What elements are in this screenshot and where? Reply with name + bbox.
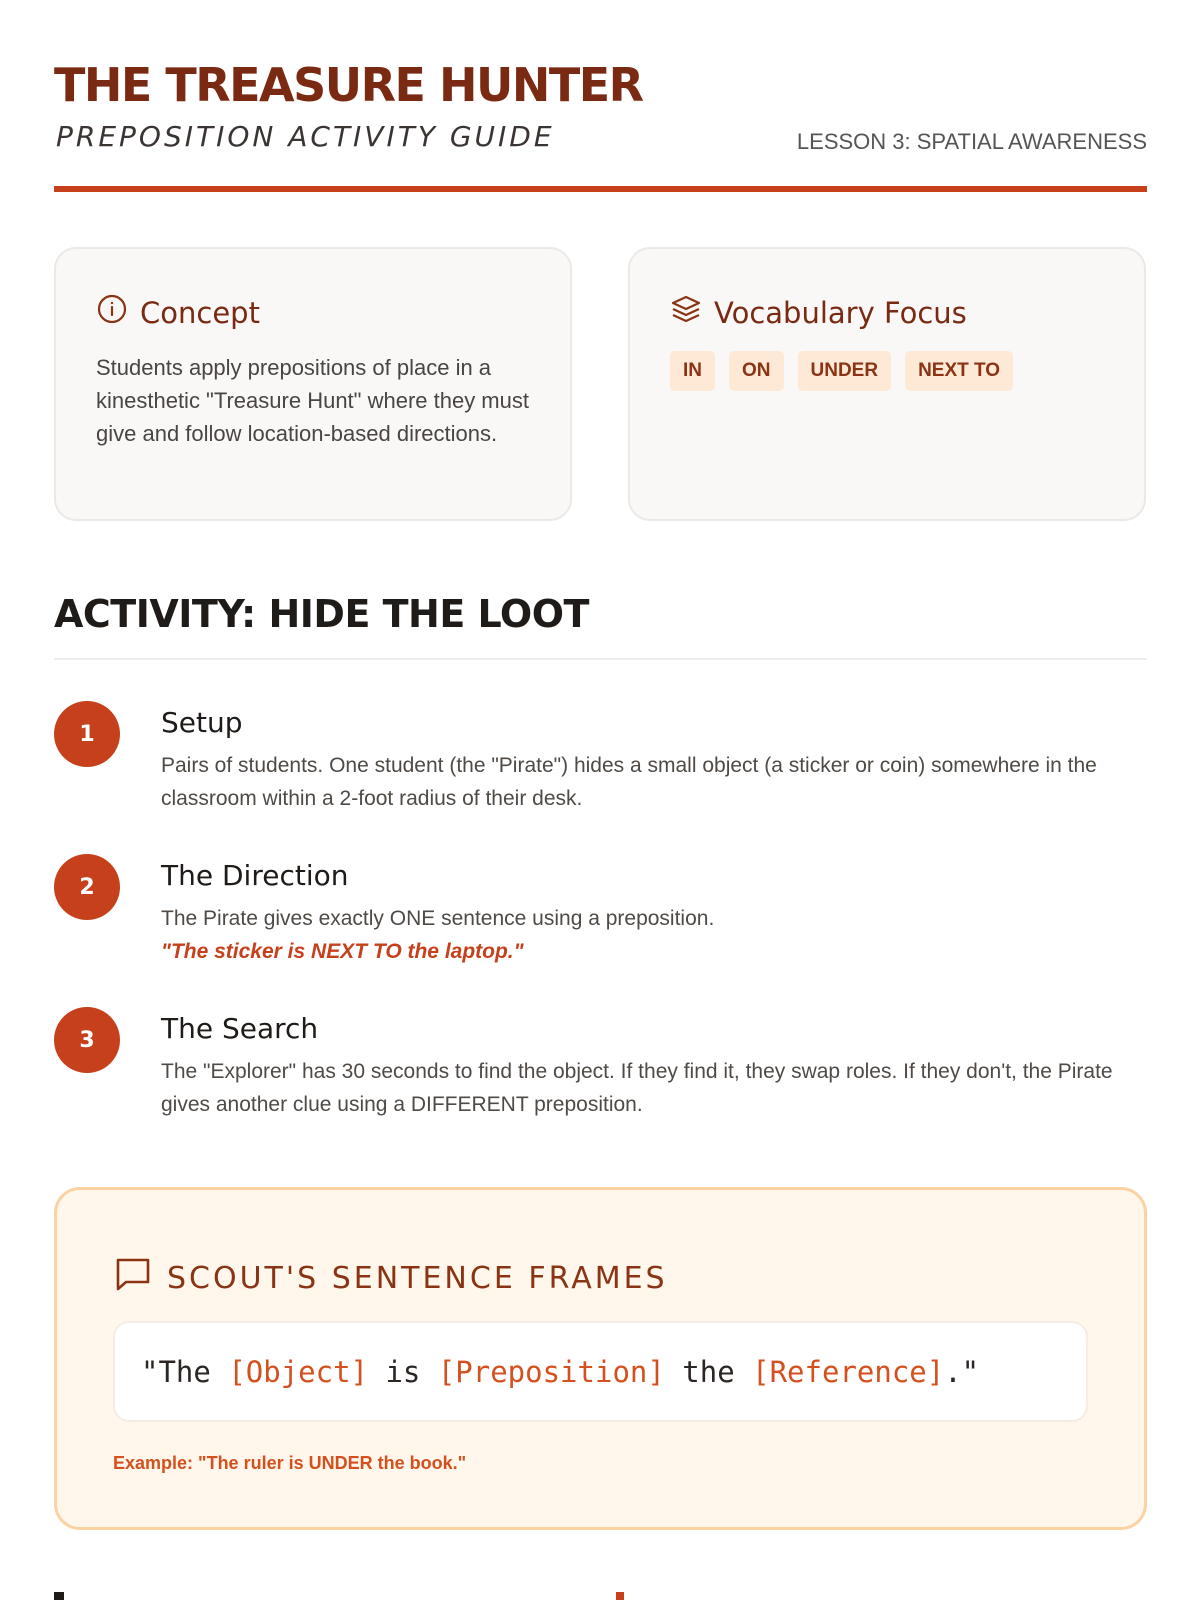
step-title: The Direction <box>161 859 349 892</box>
sentence-frames-panel <box>54 1187 1147 1530</box>
frame-slot-reference: [Reference] <box>752 1354 945 1389</box>
frame-text: ." <box>944 1354 980 1389</box>
cut-off-glyph <box>616 1592 624 1600</box>
concept-heading <box>96 293 260 332</box>
vocabulary-heading <box>670 293 967 332</box>
step-title: The Search <box>161 1012 319 1045</box>
next-section-edge <box>54 1592 1147 1600</box>
frame-slot-preposition: [Preposition] <box>437 1354 665 1389</box>
frame-example: Example: "The ruler is UNDER the book." <box>113 1453 467 1473</box>
vocabulary-card <box>628 247 1146 521</box>
vocabulary-heading-label: Vocabulary Focus <box>714 295 967 330</box>
activity-divider <box>54 658 1147 660</box>
sentence-frame <box>113 1321 1088 1422</box>
layers-icon <box>670 293 702 332</box>
frame-text: is <box>368 1354 438 1389</box>
vocab-tag: NEXT TO <box>905 351 1013 391</box>
frame-text: "The <box>141 1354 229 1389</box>
step-number-badge: 3 <box>54 1007 120 1073</box>
page-title: THE TREASURE HUNTER <box>54 58 643 112</box>
concept-heading-label: Concept <box>140 295 260 330</box>
cut-off-glyph <box>54 1592 64 1600</box>
step-text-block <box>161 902 1151 968</box>
sentence-frames-heading-label: SCOUT'S SENTENCE FRAMES <box>167 1260 668 1296</box>
activity-title: ACTIVITY: HIDE THE LOOT <box>54 592 589 636</box>
step-text: The "Explorer" has 30 seconds to find the object. If they find it, they swap roles. If they don't, the Pirate gives another clue using a DIFFERENT preposition. <box>161 1060 1113 1116</box>
step-number-badge: 2 <box>54 854 120 920</box>
message-square-icon <box>113 1254 153 1302</box>
step-title: Setup <box>161 706 243 739</box>
header-divider <box>54 186 1147 192</box>
frame-slot-object: [Object] <box>228 1354 368 1389</box>
sentence-frames-heading <box>113 1254 668 1302</box>
vocab-tag: ON <box>729 351 784 391</box>
step-text: Pairs of students. One student (the "Pirate") hides a small object (a sticker or coin) somewhere in the classroom within a 2-foot radius of their desk. <box>161 754 1097 810</box>
info-icon <box>96 293 128 332</box>
step-example-quote: "The sticker is NEXT TO the laptop." <box>161 940 524 963</box>
step-text: The Pirate gives exactly ONE sentence using a preposition. <box>161 907 715 930</box>
concept-text: Students apply prepositions of place in a kinesthetic "Treasure Hunt" where they must give and follow location-based directions. <box>96 355 529 446</box>
concept-card <box>54 247 572 521</box>
vocab-tag: UNDER <box>798 351 892 391</box>
page-subtitle: PREPOSITION ACTIVITY GUIDE <box>56 120 555 153</box>
vocab-tag: IN <box>670 351 715 391</box>
vocabulary-tags <box>670 351 1013 391</box>
frame-text: the <box>664 1354 753 1389</box>
lesson-label: LESSON 3: SPATIAL AWARENESS <box>796 129 1147 154</box>
step-number-badge: 1 <box>54 701 120 767</box>
